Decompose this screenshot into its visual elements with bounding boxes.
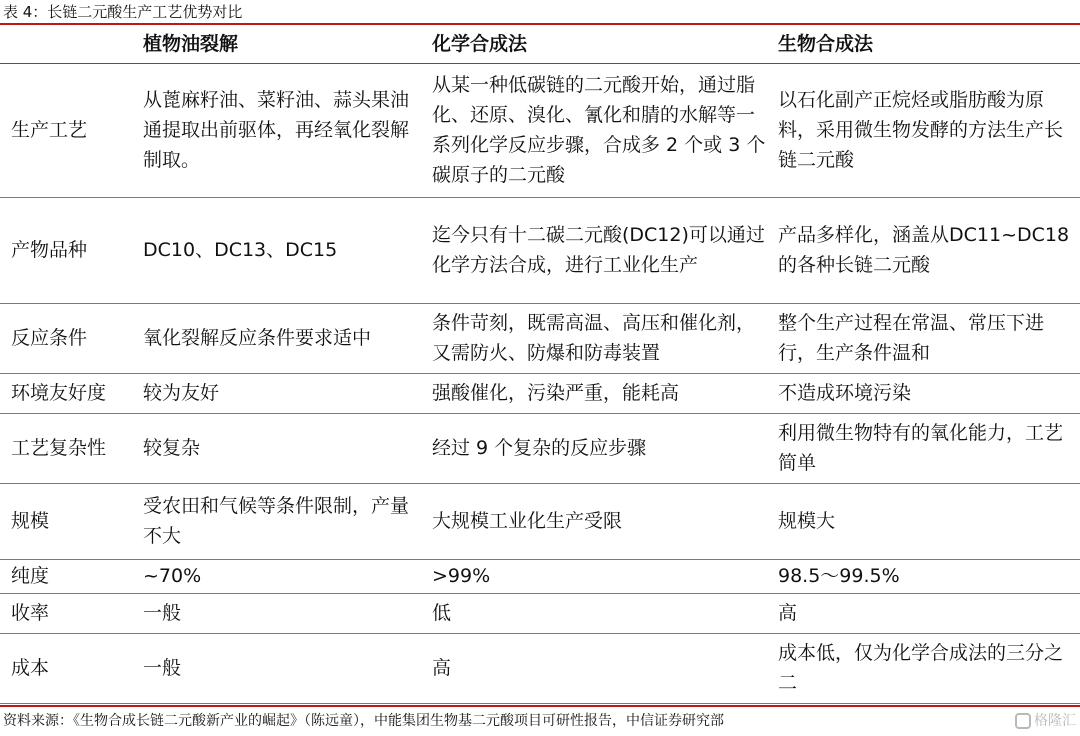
table-cell: 利用微生物特有的氧化能力，工艺简单 [778,413,1080,483]
table-cell: 高 [778,593,1080,633]
watermark-text: 格隆汇 [1034,713,1076,729]
table-cell: 从某一种低碳链的二元酸开始，通过脂化、还原、溴化、氰化和腈的水解等一系列化学反应步骤，合成多 2 个或 3 个碳原子的二元酸 [432,63,778,197]
table-cell: 强酸催化，污染严重，能耗高 [432,373,778,413]
table-cell: 98.5～99.5% [778,559,1080,593]
table-cell: 从蓖麻籽油、菜籽油、蒜头果油通提取出前驱体，再经氧化裂解制取。 [143,63,432,197]
row-label: 生产工艺 [0,63,143,197]
table-caption: 表 4：长链二元酸生产工艺优势对比 [3,3,243,21]
table-cell: 以石化副产正烷烃或脂肪酸为原料，采用微生物发酵的方法生产长链二元酸 [778,63,1080,197]
table-cell: 迄今只有十二碳二元酸(DC12)可以通过化学方法合成，进行工业化生产 [432,197,778,303]
row-label: 规模 [0,483,143,559]
table-cell: 较复杂 [143,413,432,483]
table-row [0,559,1080,593]
row-label: 成本 [0,633,143,703]
header-cell-empty [0,26,143,63]
table-cell: 较为友好 [143,373,432,413]
table-cell: 整个生产过程在常温、常压下进行，生产条件温和 [778,303,1080,373]
table-cell: 产品多样化，涵盖从DC11~DC18 的各种长链二元酸 [778,197,1080,303]
table-cell: DC10、DC13、DC15 [143,197,432,303]
table-cell: 一般 [143,593,432,633]
watermark-logo-icon [1015,713,1031,729]
table-cell: 低 [432,593,778,633]
header-cell-plant-oil: 植物油裂解 [143,26,432,63]
table-cell: 一般 [143,633,432,703]
table-cell: 经过 9 个复杂的反应步骤 [432,413,778,483]
table-cell: 成本低，仅为化学合成法的三分之二 [778,633,1080,703]
row-label: 工艺复杂性 [0,413,143,483]
comparison-table [0,26,1080,704]
table-row [0,413,1080,483]
table-row [0,197,1080,303]
bottom-rule [0,705,1080,707]
table-row [0,373,1080,413]
row-label: 纯度 [0,559,143,593]
table-row [0,303,1080,373]
source-note: 资料来源：《生物合成长链二元酸新产业的崛起》（陈远童），中能集团生物基二元酸项目可研性报告，中信证券研究部 [3,713,724,729]
table-row [0,63,1080,197]
row-label: 反应条件 [0,303,143,373]
table-cell: 大规模工业化生产受限 [432,483,778,559]
top-rule [0,23,1080,25]
table-cell: 高 [432,633,778,703]
header-cell-bio: 生物合成法 [778,26,1080,63]
table-row [0,483,1080,559]
header-row [0,26,1080,63]
table-cell: ~70% [143,559,432,593]
table-cell: 氧化裂解反应条件要求适中 [143,303,432,373]
table-row [0,593,1080,633]
table-cell: 受农田和气候等条件限制，产量不大 [143,483,432,559]
row-label: 环境友好度 [0,373,143,413]
row-label: 收率 [0,593,143,633]
watermark [1015,709,1076,733]
table-cell: 条件苛刻，既需高温、高压和催化剂，又需防火、防爆和防毒装置 [432,303,778,373]
row-label: 产物品种 [0,197,143,303]
table-cell: 规模大 [778,483,1080,559]
table-cell: 不造成环境污染 [778,373,1080,413]
table-cell: >99% [432,559,778,593]
header-cell-chemical: 化学合成法 [432,26,778,63]
table-row [0,633,1080,703]
